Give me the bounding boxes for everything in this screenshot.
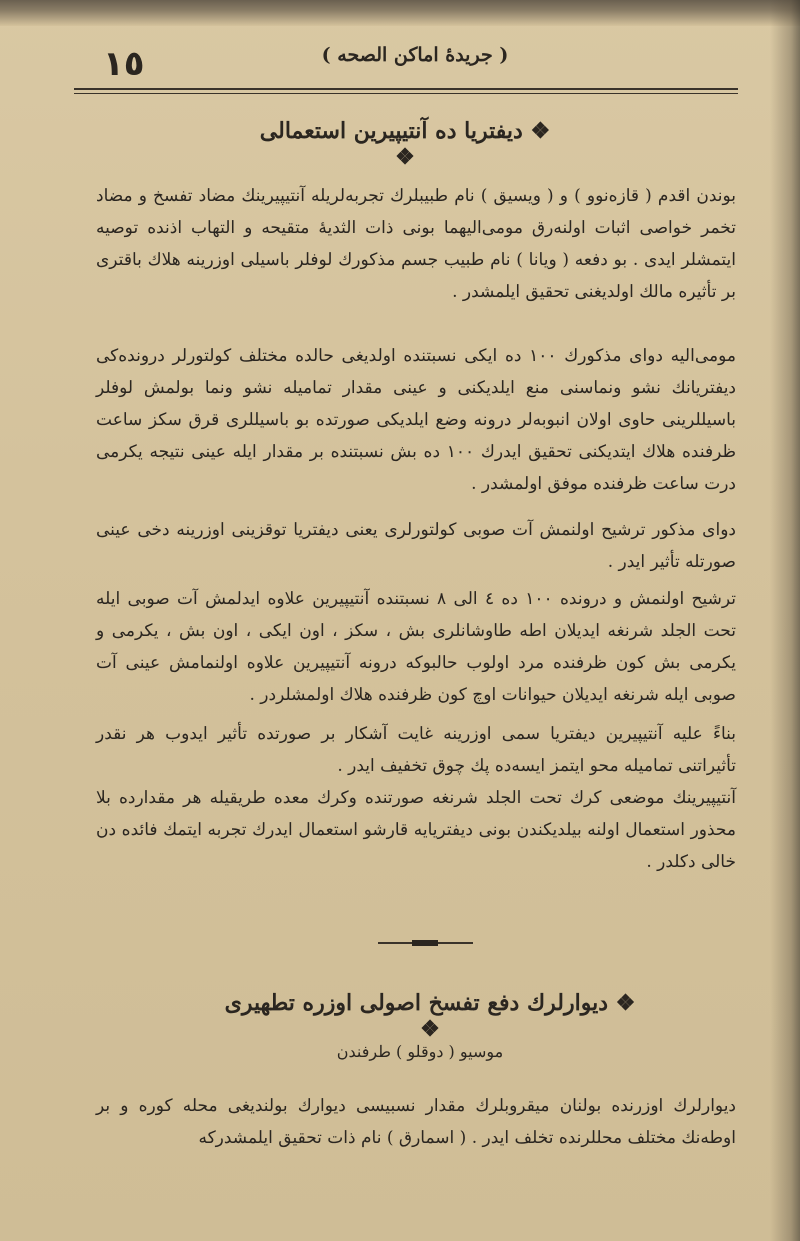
- paragraph: دواى مذكور ترشيح اولنمش آت صوبى كولتورلرى يعنى ديفتريا توقزينى اوزرينه دخى عينى صورتله تأثير ايدر .: [96, 520, 736, 572]
- article-title: ❖ ديفتريا ده آنتيپيرين استعمالى ❖: [259, 118, 551, 170]
- section-divider-ornament: [412, 940, 438, 946]
- journal-title: ( جريدهٔ اماكن الصحه ): [321, 44, 509, 66]
- paragraph: ترشيح اولنمش و درونده ١٠٠ ده ٤ الى ٨ نسبتنده آنتيپيرين علاوه ايدلمش آت صوبى ايله تحت الجلد شرنغه ايديلان اطه طاوشانلرى بش ، سكز ، اون ايكى ، اون بش ، يكرمى و يكرمى بش كون ظرفنده مرد اولوب حالبوكه درونه آنتيپيرين علاوه اولنمامش عينى آت صوبى ايله شرنغه ايديلان حيوانات اوچ كون ظرفنده هلاك اولمشلردر .: [96, 589, 736, 705]
- article-byline: موسيو ( دوقلو ) طرفندن: [336, 1042, 504, 1061]
- header-rule-thin: [74, 93, 738, 94]
- paragraph: آنتيپيرينك موضعى كرك تحت الجلد شرنغه صورتنده وكرك معده طريقيله هر مقدارده بلا محذور استعمال اولنه بيلديكندن بونى ديفتريايه قارشو استعمال ايدرك تجربه ايتمك فائده دن خالى دكلدر .: [96, 788, 736, 872]
- page-edge-right: [770, 0, 800, 1241]
- header-rule: [74, 88, 738, 90]
- page-number: ١٥: [103, 44, 145, 84]
- paragraph: بناءً عليه آنتيپيرين ديفتريا سمى اوزرينه غايت آشكار بر صورتده تأثير ايدوب هر نقدر تأثيراتنى تماميله محو ايتمز ايسه‌ده پك چوق تخفيف ايدر .: [96, 724, 736, 776]
- paragraph: مومى‌اليه دواى مذكورك ١٠٠ ده ايكى نسبتنده اولديغى حالده مختلف كولتورلر درونده‌كى ديفتريانك نشو ونماسنى منع ايلديكنى و عينى مقدار تماميله نشو ونما بولمش لوفلر باسيللرينى حاوى اولان انبوبه‌لر درونه وضع ايلديكى صورتده بو باسيللرى قرق سكز ساعت ظرفنده هلاك ايتديكنى تحقيق ايدرك ١٠٠ ده بش نسبتنده بر مقدار ايله عينى نتيجه يكرمى درت ساعت ظرفنده موفق اولمشدر .: [96, 346, 736, 494]
- page-edge-top: [0, 0, 800, 26]
- paragraph: ديوارلرك اوزرنده بولنان ميقروبلرك مقدار نسبيسى ديوارك بولنديغى محله كوره و بر اوطه‌نك مختلف محللرنده تخلف ايدر . ( اسمارق ) نام ذات تحقيق ايلمشدركه: [96, 1096, 736, 1148]
- article-title: ❖ ديوارلرك دفع تفسخ اصولى اوزره تطهيرى ❖: [224, 990, 636, 1042]
- paragraph: بوندن اقدم ( قازه‌نوو ) و ( ويسيق ) نام طبيبلرك تجربه‌لريله آنتيپيرينك مضاد تفسخ و مضاد تخمر خواصى اثبات اولنه‌رق مومى‌اليهما بونى ذات الثديهٔ متقيحه و التهاب اذنده توصيه ايتمشلر ايدى . بو دفعه ( ويانا ) نام طبيب جسم مذكورك لوفلر باسيلى اوزرينه هلاك باقترى بر تأثيره مالك اولديغنى تحقيق ايلمشدر .: [96, 186, 736, 302]
